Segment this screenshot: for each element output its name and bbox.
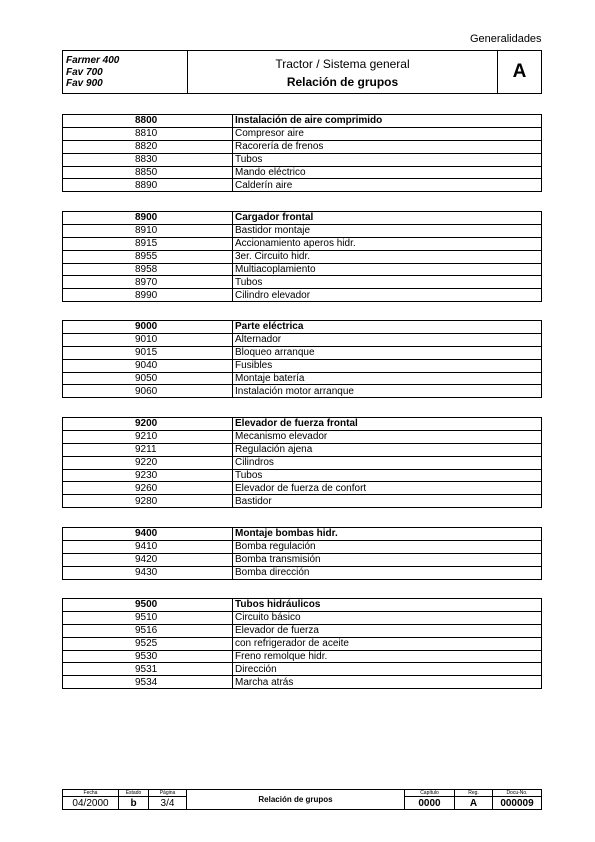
docu-label: Docu-No. <box>493 790 541 797</box>
group-name: Instalación de aire comprimido <box>233 115 542 128</box>
footer-docu <box>493 790 541 809</box>
item-code: 8820 <box>63 140 233 153</box>
header-title-block <box>188 51 498 93</box>
item-code: 9211 <box>63 443 233 456</box>
table-row <box>63 250 542 263</box>
footer-title-text: Relación de grupos <box>258 795 333 804</box>
item-name: Mando eléctrico <box>233 166 542 179</box>
section-letter: A <box>512 61 527 82</box>
item-code: 8910 <box>63 224 233 237</box>
document-subtitle: Relación de grupos <box>286 75 399 89</box>
item-name: Mecanismo elevador <box>233 430 542 443</box>
item-code: 9040 <box>63 359 233 372</box>
group-header-row <box>63 212 542 225</box>
item-code: 9525 <box>63 637 233 650</box>
table-row <box>63 153 542 166</box>
table-row <box>63 650 542 663</box>
table-row <box>63 346 542 359</box>
section-label: Generalidades <box>470 33 542 45</box>
item-name: Dirección <box>233 663 542 676</box>
item-name: Racorería de frenos <box>233 140 542 153</box>
group-code: 9200 <box>63 418 233 431</box>
item-name: 3er. Circuito hidr. <box>233 250 542 263</box>
table-row <box>63 566 542 579</box>
item-name: Montaje batería <box>233 372 542 385</box>
group-name: Cargador frontal <box>233 212 542 225</box>
item-name: Tubos <box>233 153 542 166</box>
item-code: 9010 <box>63 333 233 346</box>
item-name: Freno remolque hidr. <box>233 650 542 663</box>
table-row <box>63 372 542 385</box>
group-header-row <box>63 599 542 612</box>
item-name: Bomba transmisión <box>233 553 542 566</box>
group-header-row <box>63 528 542 541</box>
item-code: 8810 <box>63 127 233 140</box>
document-header <box>62 50 542 94</box>
item-code: 9516 <box>63 624 233 637</box>
fecha-label: Fecha <box>63 790 118 797</box>
table-row <box>63 385 542 398</box>
item-code: 8915 <box>63 237 233 250</box>
table-row <box>63 224 542 237</box>
item-code: 9531 <box>63 663 233 676</box>
table-row <box>63 456 542 469</box>
item-name: con refrigerador de aceite <box>233 637 542 650</box>
table-row <box>63 553 542 566</box>
table-row <box>63 637 542 650</box>
item-name: Bastidor montaje <box>233 224 542 237</box>
table-row <box>63 333 542 346</box>
reg-value: A <box>469 797 478 809</box>
table-row <box>63 289 542 302</box>
item-name: Fusibles <box>233 359 542 372</box>
group-code: 8900 <box>63 212 233 225</box>
group-table <box>62 417 542 508</box>
group-table <box>62 320 542 398</box>
estado-value: b <box>130 797 137 809</box>
item-code: 8830 <box>63 153 233 166</box>
item-code: 8990 <box>63 289 233 302</box>
document-footer <box>62 789 542 810</box>
item-name: Bloqueo arranque <box>233 346 542 359</box>
item-name: Multiacoplamiento <box>233 263 542 276</box>
footer-title <box>187 790 405 809</box>
item-name: Circuito básico <box>233 611 542 624</box>
item-code: 8955 <box>63 250 233 263</box>
item-code: 9060 <box>63 385 233 398</box>
table-row <box>63 359 542 372</box>
estado-label: Estado <box>119 790 148 797</box>
item-name: Marcha atrás <box>233 676 542 689</box>
model-list <box>63 51 188 93</box>
item-code: 9015 <box>63 346 233 359</box>
item-code: 9050 <box>63 372 233 385</box>
item-code: 9420 <box>63 553 233 566</box>
footer-pagina <box>149 790 187 809</box>
table-row <box>63 482 542 495</box>
item-name: Accionamiento aperos hidr. <box>233 237 542 250</box>
model-name: Farmer 400 <box>66 55 120 66</box>
group-code: 8800 <box>63 115 233 128</box>
item-code: 8958 <box>63 263 233 276</box>
table-row <box>63 166 542 179</box>
item-code: 9280 <box>63 495 233 508</box>
item-code: 9534 <box>63 676 233 689</box>
table-row <box>63 611 542 624</box>
reg-label: Reg. <box>455 790 492 797</box>
item-code: 8850 <box>63 166 233 179</box>
table-row <box>63 469 542 482</box>
item-code: 8890 <box>63 179 233 192</box>
table-row <box>63 624 542 637</box>
group-code: 9400 <box>63 528 233 541</box>
table-row <box>63 495 542 508</box>
group-header-row <box>63 115 542 128</box>
table-row <box>63 127 542 140</box>
fecha-value: 04/2000 <box>72 797 109 809</box>
item-code: 9260 <box>63 482 233 495</box>
table-row <box>63 443 542 456</box>
item-name: Cilindros <box>233 456 542 469</box>
item-name: Bomba dirección <box>233 566 542 579</box>
document-title: Tractor / Sistema general <box>275 57 410 71</box>
model-name: Fav 900 <box>66 78 103 89</box>
footer-capitulo <box>405 790 455 809</box>
pagina-value: 3/4 <box>160 797 175 809</box>
pagina-label: Página <box>149 790 186 797</box>
group-name: Montaje bombas hidr. <box>233 528 542 541</box>
table-row <box>63 663 542 676</box>
item-name: Regulación ajena <box>233 443 542 456</box>
group-code: 9000 <box>63 321 233 334</box>
item-code: 9430 <box>63 566 233 579</box>
capitulo-value: 0000 <box>418 797 441 809</box>
group-table <box>62 527 542 580</box>
item-code: 9410 <box>63 540 233 553</box>
item-code: 9510 <box>63 611 233 624</box>
item-name: Elevador de fuerza <box>233 624 542 637</box>
item-name: Bomba regulación <box>233 540 542 553</box>
capitulo-label: Capítulo <box>405 790 454 797</box>
item-code: 8970 <box>63 276 233 289</box>
group-header-row <box>63 321 542 334</box>
item-name: Cilindro elevador <box>233 289 542 302</box>
model-name: Fav 700 <box>66 66 103 78</box>
table-row <box>63 676 542 689</box>
item-code: 9220 <box>63 456 233 469</box>
group-table <box>62 114 542 192</box>
docu-value: 000009 <box>500 797 534 809</box>
table-row <box>63 276 542 289</box>
table-row <box>63 179 542 192</box>
item-name: Bastidor <box>233 495 542 508</box>
table-row <box>63 263 542 276</box>
item-code: 9210 <box>63 430 233 443</box>
group-name: Tubos hidráulicos <box>233 599 542 612</box>
item-name: Compresor aire <box>233 127 542 140</box>
item-name: Tubos <box>233 469 542 482</box>
group-code: 9500 <box>63 599 233 612</box>
item-name: Calderín aire <box>233 179 542 192</box>
item-code: 9230 <box>63 469 233 482</box>
footer-estado <box>119 790 149 809</box>
item-name: Tubos <box>233 276 542 289</box>
table-row <box>63 540 542 553</box>
group-header-row <box>63 418 542 431</box>
item-name: Elevador de fuerza de confort <box>233 482 542 495</box>
footer-reg <box>455 790 493 809</box>
item-name: Alternador <box>233 333 542 346</box>
group-table <box>62 211 542 302</box>
group-name: Elevador de fuerza frontal <box>233 418 542 431</box>
table-row <box>63 237 542 250</box>
item-name: Instalación motor arranque <box>233 385 542 398</box>
footer-fecha <box>63 790 119 809</box>
item-code: 9530 <box>63 650 233 663</box>
table-row <box>63 140 542 153</box>
table-row <box>63 430 542 443</box>
group-table <box>62 598 542 689</box>
group-name: Parte eléctrica <box>233 321 542 334</box>
